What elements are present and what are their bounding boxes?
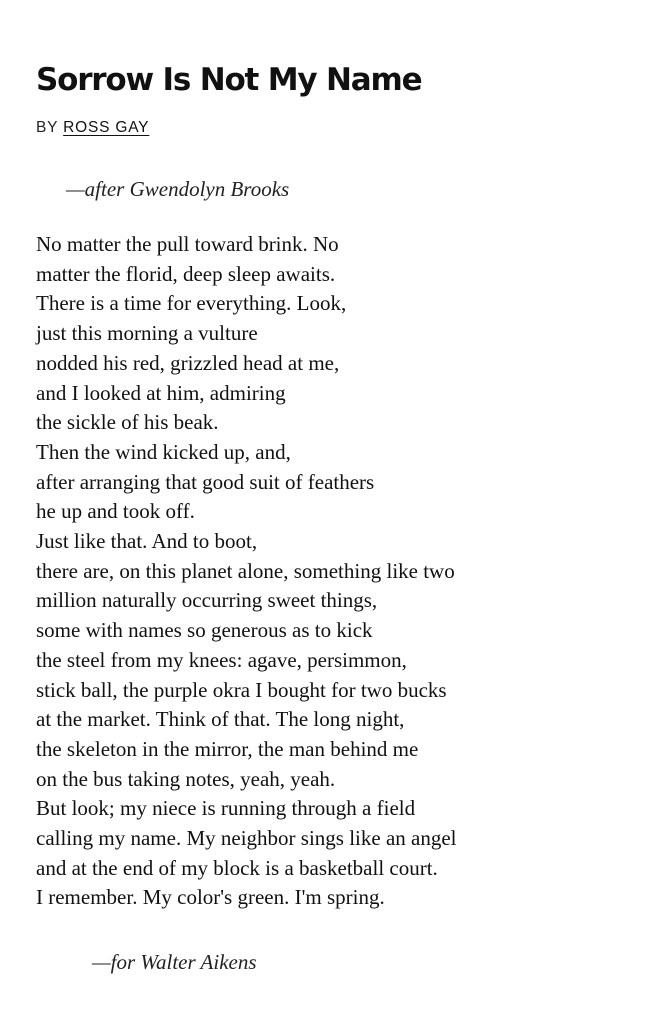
poem-line: nodded his red, grizzled head at me, [36, 350, 340, 375]
byline [36, 118, 636, 138]
poem-title: Sorrow Is Not My Name [36, 62, 422, 98]
poem-line: some with names so generous as to kick [36, 618, 373, 643]
poem-line: on the bus taking notes, yeah, yeah. [36, 766, 336, 791]
byline-prefix: BY [36, 119, 58, 136]
poem-line: he up and took off. [36, 499, 195, 524]
poem-line: There is a time for everything. Look, [36, 291, 347, 316]
poem-line: the skeleton in the mirror, the man behind me [36, 736, 419, 761]
poem-line: there are, on this planet alone, something like two [36, 558, 455, 583]
epigraph: —after Gwendolyn Brooks [66, 177, 290, 201]
poem-line: at the market. Think of that. The long night, [36, 707, 405, 732]
poem-line: the steel from my knees: agave, persimmon, [36, 647, 407, 672]
poem-line: million naturally occurring sweet things, [36, 588, 378, 613]
poem-line: and at the end of my block is a basketball court. [36, 855, 438, 880]
poem-line: Just like that. And to boot, [36, 529, 258, 554]
poem-line: stick ball, the purple okra I bought for two bucks [36, 677, 447, 702]
poem-line: just this morning a vulture [36, 321, 258, 346]
dedication: —for Walter Aikens [92, 950, 257, 975]
poem-line: I remember. My color's green. I'm spring. [36, 885, 385, 910]
poem-line: and I looked at him, admiring [36, 380, 286, 405]
poem-line: But look; my niece is running through a field [36, 796, 416, 821]
author-link[interactable]: ROSS GAY [63, 119, 150, 136]
poem-line: the sickle of his beak. [36, 410, 219, 435]
poem-line: calling my name. My neighbor sings like an angel [36, 826, 457, 851]
poem-body [36, 230, 636, 913]
poem-line: Then the wind kicked up, and, [36, 439, 291, 464]
poem-line: No matter the pull toward brink. No [36, 232, 339, 256]
poem-line: after arranging that good suit of feathers [36, 469, 375, 494]
poem-line: matter the florid, deep sleep awaits. [36, 261, 336, 286]
poem-page [36, 58, 636, 975]
